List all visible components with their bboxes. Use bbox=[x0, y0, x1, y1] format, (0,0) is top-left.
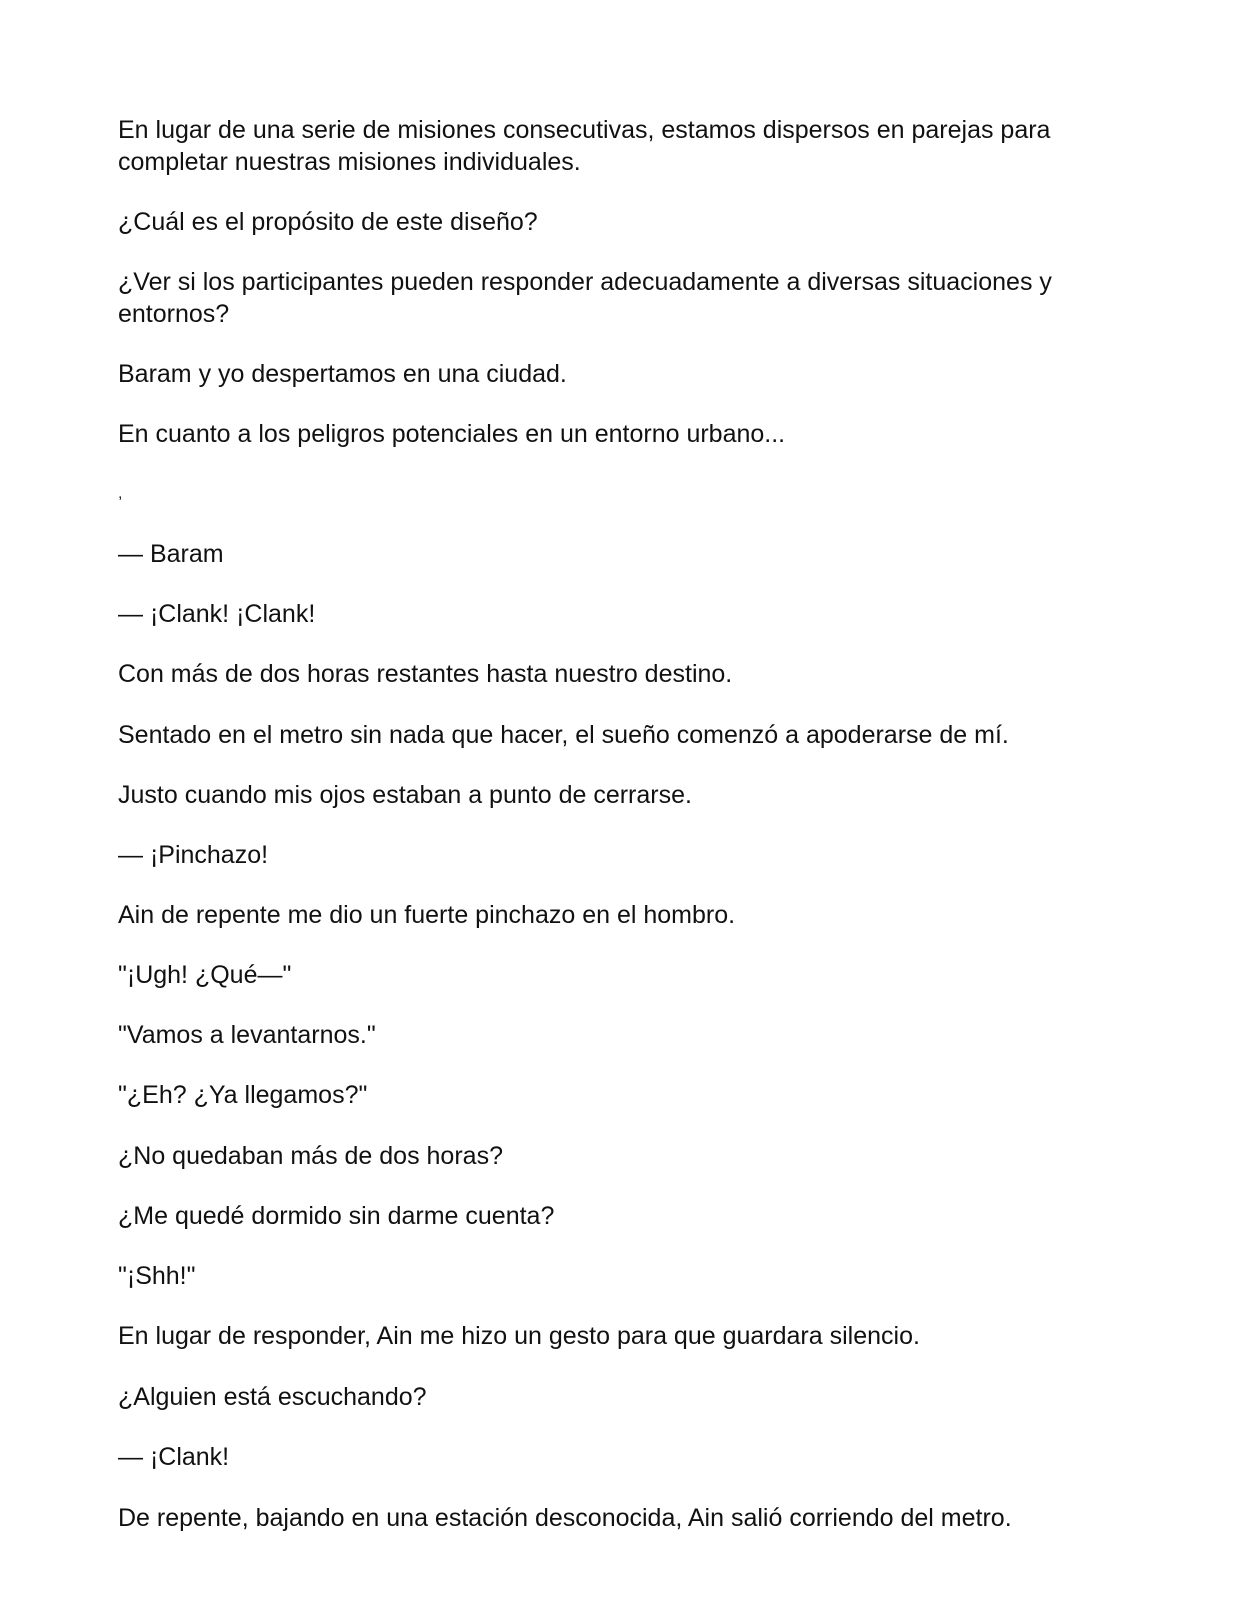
paragraph: Sentado en el metro sin nada que hacer, el sueño comenzó a apoderarse de mí. bbox=[118, 721, 1009, 749]
dialogue-line: "¿Eh? ¿Ya llegamos?" bbox=[118, 1081, 368, 1109]
paragraph: ¿Me quedé dormido sin darme cuenta? bbox=[118, 1202, 555, 1230]
stray-punctuation-mark: , bbox=[118, 485, 123, 502]
paragraph: De repente, bajando en una estación desconocida, Ain salió corriendo del metro. bbox=[118, 1504, 1012, 1532]
paragraph: Con más de dos horas restantes hasta nuestro destino. bbox=[118, 660, 733, 688]
dialogue-line: "Vamos a levantarnos." bbox=[118, 1021, 376, 1049]
dialogue-line: — ¡Pinchazo! bbox=[118, 841, 269, 869]
dialogue-line: — Baram bbox=[118, 540, 224, 568]
paragraph: En cuanto a los peligros potenciales en un entorno urbano... bbox=[118, 420, 786, 448]
paragraph: En lugar de una serie de misiones consecutivas, estamos dispersos en parejas para completar nuestras misiones individuales. bbox=[118, 116, 1051, 176]
paragraph: ¿Cuál es el propósito de este diseño? bbox=[118, 208, 538, 236]
dialogue-line: "¡Shh!" bbox=[118, 1262, 196, 1290]
paragraph: Justo cuando mis ojos estaban a punto de cerrarse. bbox=[118, 781, 692, 809]
dialogue-line: "¡Ugh! ¿Qué—" bbox=[118, 961, 292, 989]
paragraph: Baram y yo despertamos en una ciudad. bbox=[118, 360, 567, 388]
paragraph: ¿Ver si los participantes pueden responder adecuadamente a diversas situaciones y entornos? bbox=[118, 268, 1052, 328]
paragraph: ¿No quedaban más de dos horas? bbox=[118, 1142, 503, 1170]
dialogue-line: — ¡Clank! ¡Clank! bbox=[118, 600, 316, 628]
paragraph: En lugar de responder, Ain me hizo un gesto para que guardara silencio. bbox=[118, 1322, 920, 1350]
paragraph: ¿Alguien está escuchando? bbox=[118, 1383, 427, 1411]
paragraph: Ain de repente me dio un fuerte pinchazo en el hombro. bbox=[118, 901, 736, 929]
dialogue-line: — ¡Clank! bbox=[118, 1443, 230, 1471]
